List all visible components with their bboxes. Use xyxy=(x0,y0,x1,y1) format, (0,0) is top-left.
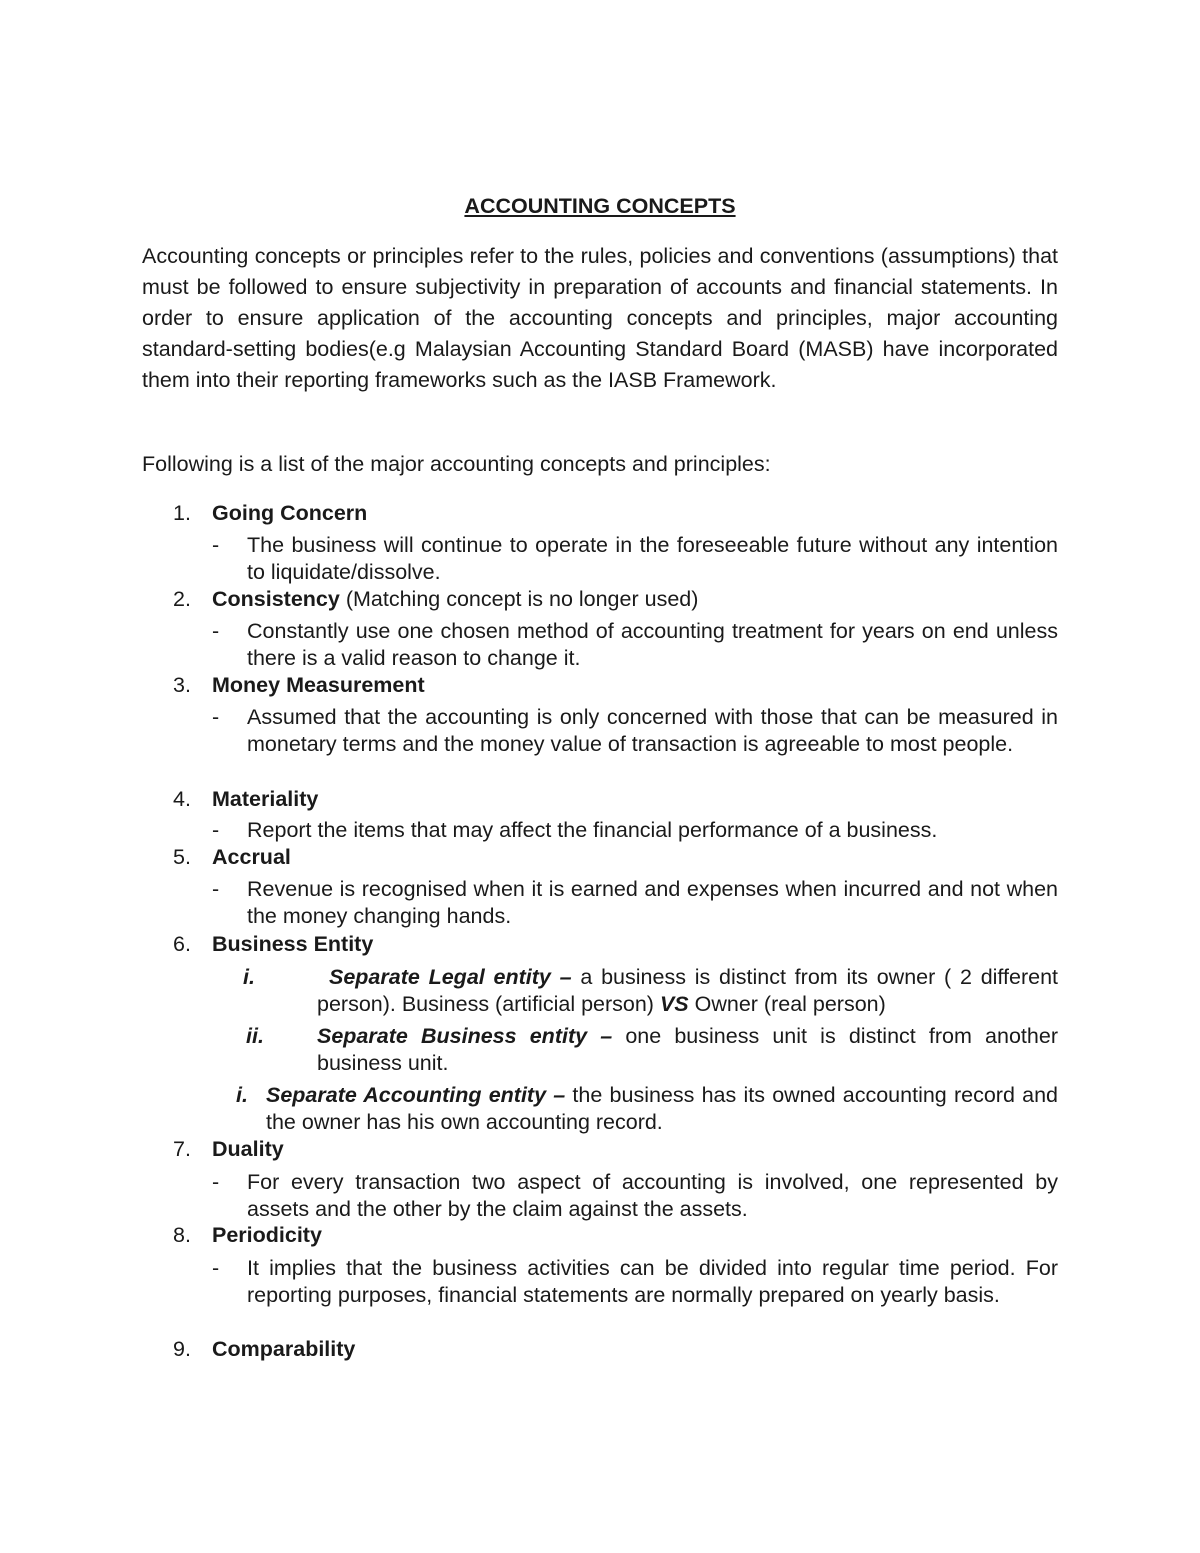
vs-label: VS xyxy=(659,992,689,1016)
item-number: 7. xyxy=(173,1137,191,1161)
bullet-dash: - xyxy=(212,533,220,557)
item-heading-periodicity: Periodicity xyxy=(212,1223,322,1247)
item-number: 6. xyxy=(173,932,191,956)
sub-item-term: Separate Accounting entity – xyxy=(266,1083,566,1107)
sub-item-separate-accounting-entity xyxy=(266,1082,1058,1136)
list-lead-paragraph: Following is a list of the major accounting concepts and principles: xyxy=(142,452,771,476)
sub-item-numeral: i. xyxy=(236,1083,248,1107)
item-heading-accrual: Accrual xyxy=(212,845,291,869)
item-description: Report the items that may affect the financial performance of a business. xyxy=(247,818,938,842)
item-description: For every transaction two aspect of accounting is involved, one represented by assets and the other by the claim against the assets. xyxy=(247,1170,1058,1221)
item-heading-note: (Matching concept is no longer used) xyxy=(339,587,699,611)
sub-item-text: one business unit is distinct from another business unit. xyxy=(317,1024,1058,1075)
item-number: 3. xyxy=(173,673,191,697)
item-description: Constantly use one chosen method of accounting treatment for years on end unless there is a valid reason to change it. xyxy=(247,619,1058,670)
item-heading-consistency xyxy=(212,586,698,613)
sub-item-numeral: i. xyxy=(243,965,255,989)
item-description: It implies that the business activities can be divided into regular time period. For reporting purposes, financial statements are normally prepared on yearly basis. xyxy=(247,1256,1058,1307)
item-number: 5. xyxy=(173,845,191,869)
sub-item-text: a business is distinct from its owner ( 2 different person). Business (artificial person) xyxy=(317,965,1058,1016)
item-number: 1. xyxy=(173,501,191,525)
item-description: Revenue is recognised when it is earned and expenses when incurred and not when the money changing hands. xyxy=(247,877,1058,928)
item-heading-text: Consistency xyxy=(212,587,340,611)
bullet-dash: - xyxy=(212,877,220,901)
bullet-dash: - xyxy=(212,1170,220,1194)
sub-item-separate-legal-entity xyxy=(317,964,1058,1018)
sub-item-term: Separate Business entity – xyxy=(317,1024,613,1048)
item-number: 4. xyxy=(173,787,191,811)
bullet-dash: - xyxy=(212,619,220,643)
item-heading-money-measurement: Money Measurement xyxy=(212,673,425,697)
item-heading-going-concern: Going Concern xyxy=(212,501,368,525)
bullet-dash: - xyxy=(212,1256,220,1280)
sub-item-separate-business-entity xyxy=(317,1023,1058,1077)
page-title: ACCOUNTING CONCEPTS xyxy=(464,194,736,218)
item-heading-comparability: Comparability xyxy=(212,1337,356,1361)
bullet-dash: - xyxy=(212,818,220,842)
sub-item-numeral: ii. xyxy=(246,1024,264,1048)
sub-item-text: the business has its owned accounting record and the owner has his own accounting record. xyxy=(266,1083,1058,1134)
item-heading-materiality: Materiality xyxy=(212,787,319,811)
item-number: 8. xyxy=(173,1223,191,1247)
sub-item-text: Owner (real person) xyxy=(688,992,886,1016)
bullet-dash: - xyxy=(212,705,220,729)
item-heading-duality: Duality xyxy=(212,1137,284,1161)
item-description: Assumed that the accounting is only concerned with those that can be measured in monetary terms and the money value of transaction is agreeable to most people. xyxy=(247,705,1058,756)
item-number: 2. xyxy=(173,587,191,611)
item-description: The business will continue to operate in the foreseeable future without any intention to liquidate/dissolve. xyxy=(247,533,1058,584)
item-number: 9. xyxy=(173,1337,191,1361)
intro-paragraph: Accounting concepts or principles refer to the rules, policies and conventions (assumptions) that must be followed to ensure subjectivity in preparation of accounts and financial statements. In order to ensure application of the accounting concepts and principles, major accounting standard-setting bodies(e.g Malaysian Accounting Standard Board (MASB) have incorporated them into their reporting frameworks such as the IASB Framework. xyxy=(142,244,1058,392)
item-heading-business-entity: Business Entity xyxy=(212,932,374,956)
sub-item-term: Separate Legal entity – xyxy=(329,965,572,989)
